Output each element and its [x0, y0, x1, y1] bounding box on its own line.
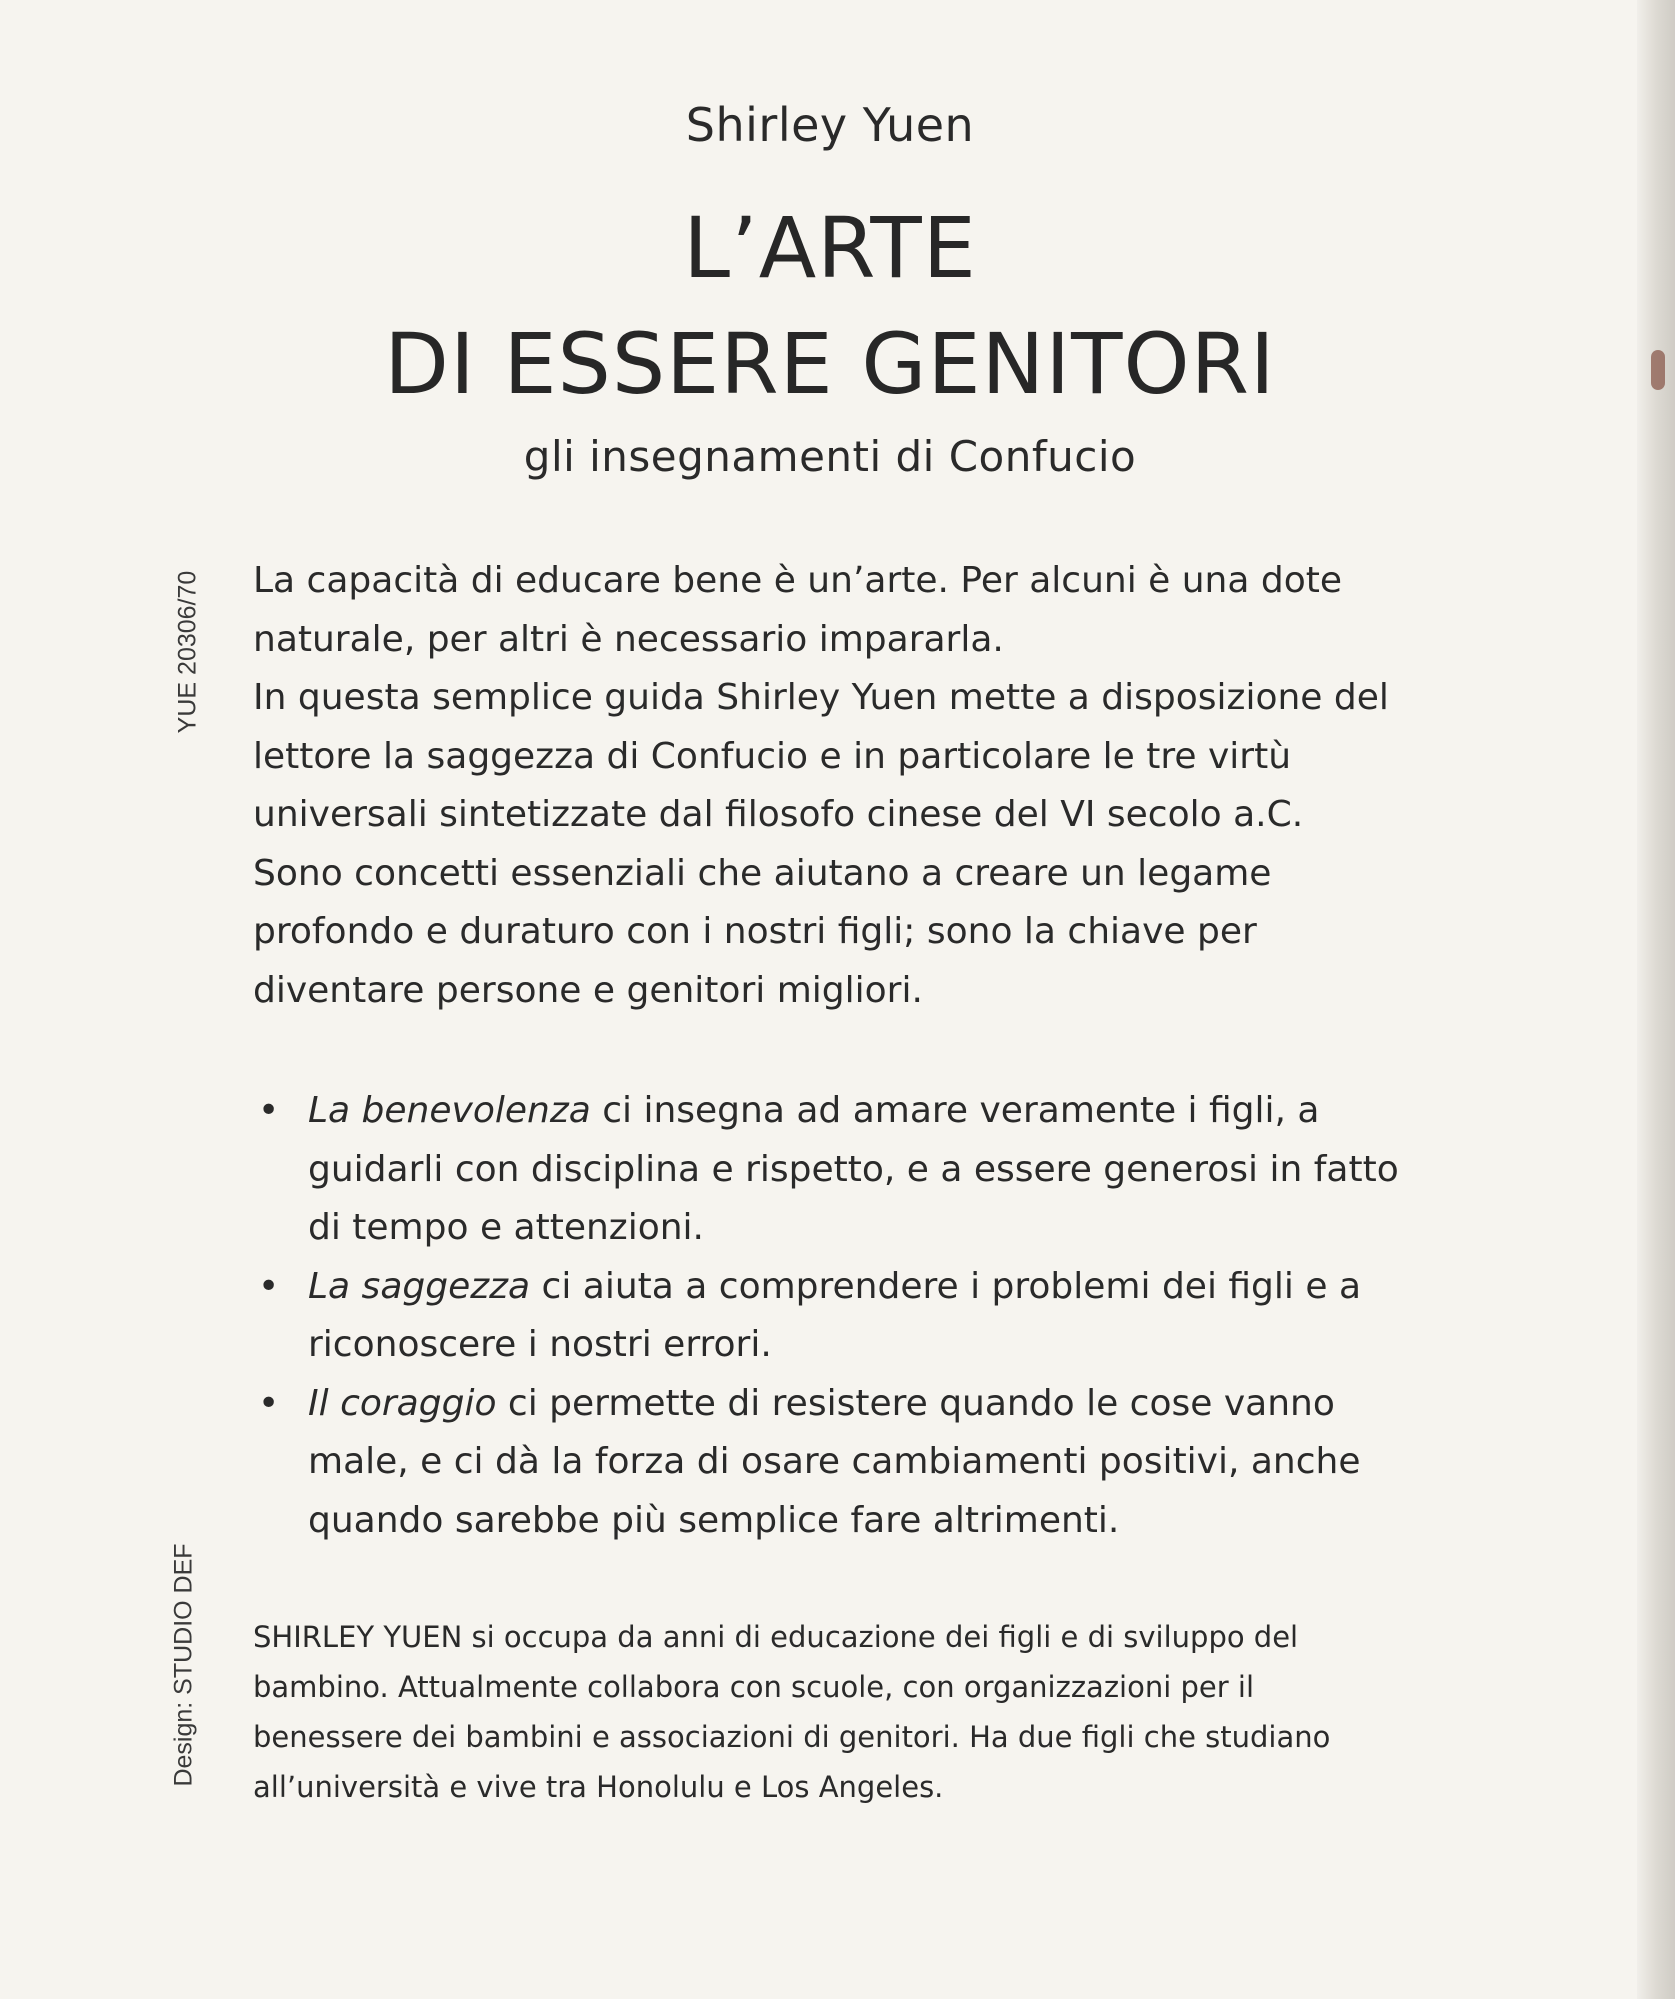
blurb-text — [253, 552, 1405, 1020]
author-name: Shirley Yuen — [685, 98, 975, 152]
bullet-icon: • — [258, 1265, 280, 1307]
title-line-1: L’ARTE — [683, 199, 977, 297]
virtue-item-wisdom — [253, 1258, 1405, 1375]
virtue-name: La saggezza — [308, 1265, 531, 1307]
virtues-list — [253, 1082, 1405, 1550]
bullet-icon: • — [258, 1090, 280, 1131]
blurb-paragraph-1: La capacità di educare bene è un’arte. Per alcuni è una dote naturale, per altri è necessario impararla. — [253, 560, 1343, 660]
book-title — [0, 190, 1660, 422]
virtue-description: ci permette di resistere quando le cose vanno male, e ci dà la forza di osare cambiamenti positivi, anche quando sarebbe più semplice fare altrimenti. — [308, 1382, 1361, 1541]
virtue-item-courage — [253, 1375, 1405, 1551]
virtue-description: ci aiuta a comprendere i problemi dei figli e a riconoscere i nostri errori. — [308, 1265, 1362, 1365]
blurb-paragraph-3: Sono concetti essenziali che aiutano a creare un legame profondo e duraturo con i nostri figli; sono la chiave per diventare persone e genitori migliori. — [253, 852, 1272, 1011]
product-code: YUE 20306/70 — [173, 570, 202, 734]
bullet-icon: • — [258, 1382, 280, 1424]
virtue-name: Il coraggio — [308, 1382, 497, 1424]
virtue-description: ci insegna ad amare veramente i figli, a guidarli con disciplina e rispetto, e a essere generosi in fatto di tempo e attenzioni. — [308, 1090, 1399, 1248]
virtue-name: La benevolenza — [308, 1090, 591, 1131]
title-line-2: DI ESSERE GENITORI — [384, 315, 1276, 413]
design-credit: Design: STUDIO DEF — [169, 1543, 198, 1787]
virtue-item-benevolence — [253, 1082, 1405, 1258]
book-subtitle: gli insegnamenti di Confucio — [523, 432, 1137, 481]
blurb-paragraph-2: In questa semplice guida Shirley Yuen mette a disposizione del lettore la saggezza di Confucio e in particolare le tre virtù universali sintetizzate dal filosofo cinese del VI secolo a.C. — [253, 677, 1389, 835]
author-bio: SHIRLEY YUEN si occupa da anni di educazione dei figli e di sviluppo del bambino. Attualmente collabora con scuole, con organizzazioni per il benessere dei bambini e associazioni di genitori. Ha due figli che studiano all’università e vive tra Honolulu e Los Angeles. — [253, 1620, 1331, 1804]
